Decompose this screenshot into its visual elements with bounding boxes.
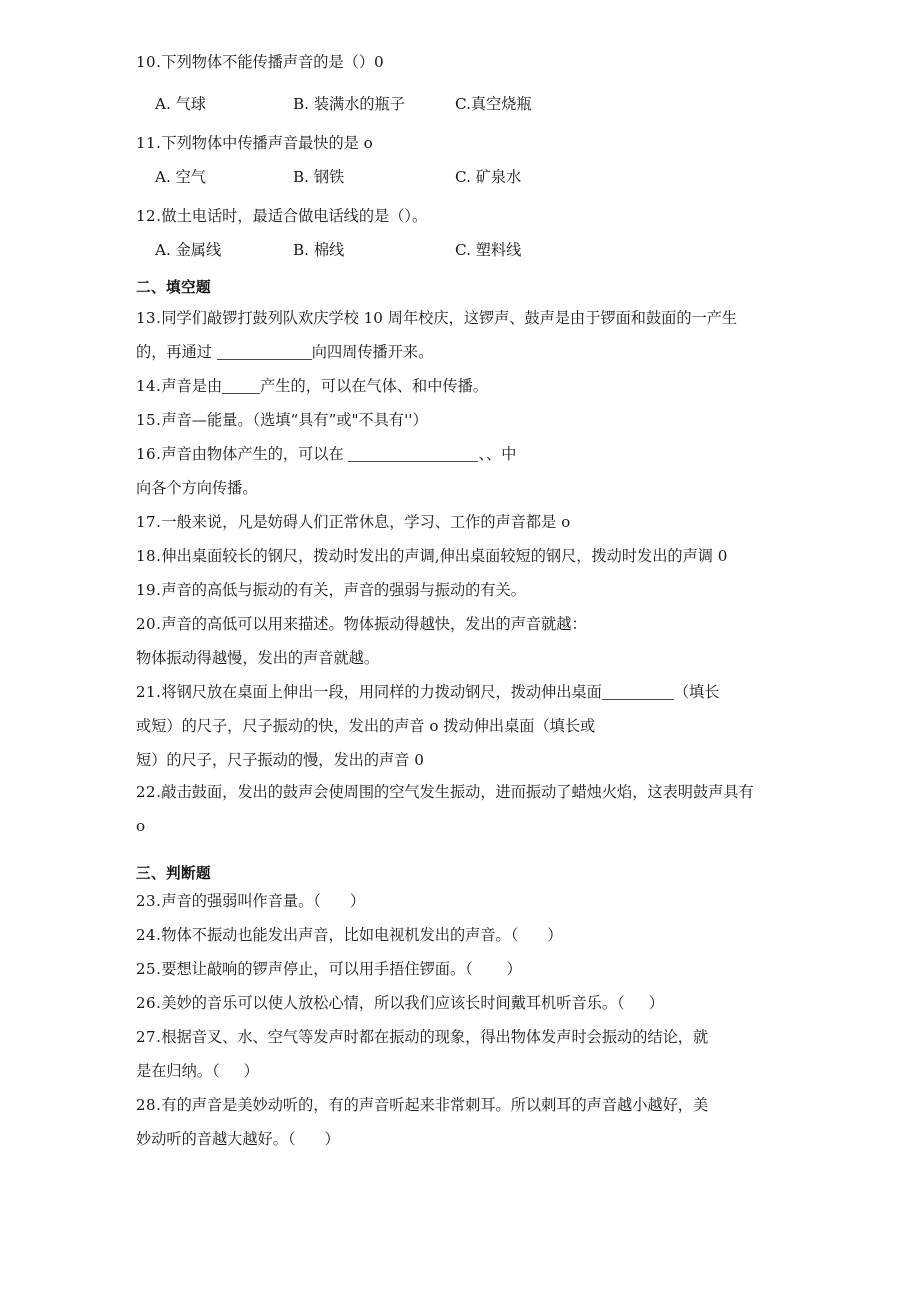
question-26-text: 美妙的音乐可以使人放松心情，所以我们应该长时间戴耳机听音乐。（ [161, 994, 625, 1012]
question-20-line-1: 20.声音的高低可以用来描述。物体振动得越快，发出的声音就越： [136, 615, 587, 633]
section-heading-fill-in-blank: 二、填空题 [136, 279, 211, 296]
question-24-line: 24.物体不振动也能发出声音，比如电视机发出的声音。（ ） [136, 926, 563, 944]
question-17-line: 17.一般来说，凡是妨碍人们正常休息，学习、工作的声音都是 o [136, 513, 571, 531]
question-22-number: 22 [136, 783, 157, 801]
question-16-line-1-after: 、、中 [478, 445, 517, 463]
question-12-stem-text: 做土电话时，最适合做电话线的是（）。 [161, 207, 428, 225]
question-28-line-1-text: 有的声音是美妙动听的，有的声音听起来非常刺耳。所以刺耳的声音越小越好，美 [161, 1096, 709, 1114]
question-10-option-c[interactable]: C.真空烧瓶 [455, 95, 532, 113]
question-17-number: 17 [136, 513, 157, 531]
question-11-stem: 11.下列物体中传播声音最快的是 o [136, 134, 373, 152]
question-27-line-2 [136, 1061, 796, 1082]
question-26-tail: ） [648, 994, 664, 1012]
question-27-tail: ） [243, 1062, 259, 1080]
question-24-tail: ） [547, 926, 563, 944]
question-25 [136, 959, 796, 980]
question-26-answer-box[interactable] [625, 993, 649, 1014]
question-21-line-1-before: 将钢尺放在桌面上伸出一段，用同样的力拨动钢尺，拨动伸出桌面 [161, 683, 602, 701]
question-25-text: 要想让敲响的锣声停止，可以用手捂住锣面。（ [161, 960, 473, 978]
question-18-text: 伸出桌面较长的钢尺，拨动时发出的声调,伸出桌面较短的钢尺，拨动时发出的声调 0 [161, 547, 728, 565]
question-10 [136, 52, 796, 73]
question-23-tail: ） [349, 892, 365, 910]
question-24-answer-box[interactable] [518, 925, 547, 946]
question-23-line: 23.声音的强弱叫作音量。（ ） [136, 892, 365, 910]
question-21-line-1: 21.将钢尺放在桌面上伸出一段，用同样的力拨动钢尺，拨动伸出桌面 （填长 [136, 683, 720, 701]
page-content [136, 52, 796, 1150]
question-21 [136, 682, 796, 771]
question-21-line-3-text: 短）的尺子，尺子振动的慢，发出的声音 0 [136, 751, 424, 769]
question-13-line-1: 13.同学们敲锣打鼓列队欢庆学校 10 周年校庆，这锣声、鼓声是由于锣面和鼓面的一产生 [136, 309, 738, 327]
question-14 [136, 376, 796, 397]
question-28-line-2-text: 妙动听的音越大越好。（ [136, 1130, 296, 1148]
question-27-answer-box[interactable] [220, 1061, 244, 1082]
question-13 [136, 308, 796, 363]
question-21-number: 21 [136, 683, 157, 701]
question-21-line-3 [136, 750, 796, 771]
question-22 [136, 782, 796, 837]
question-27-line-2-text: 是在归纳。（ [136, 1062, 220, 1080]
question-17-text: 一般来说，凡是妨碍人们正常休息，学习、工作的声音都是 o [161, 513, 571, 531]
question-12-number: 12 [136, 207, 157, 225]
question-16 [136, 444, 796, 499]
question-19-text: 声音的高低与振动的有关，声音的强弱与振动的有关。 [161, 581, 526, 599]
question-11-number: 11 [136, 134, 157, 152]
question-10-stem-text: 下列物体不能传播声音的是（）0 [161, 53, 384, 71]
question-18-number: 18 [136, 547, 157, 565]
question-22-line-2-text: o [136, 817, 146, 835]
question-13-number: 13 [136, 309, 157, 327]
question-21-line-2 [136, 716, 796, 737]
question-12 [136, 206, 796, 227]
question-11-stem-text: 下列物体中传播声音最快的是 o [161, 134, 373, 152]
question-24-number: 24 [136, 926, 157, 944]
question-21-blank[interactable] [602, 687, 674, 700]
question-10-options [136, 94, 796, 115]
question-22-line-1-text: 敲击鼓面，发出的鼓声会使周围的空气发生振动，进而振动了蜡烛火焰，这表明鼓声具有 [161, 783, 754, 801]
question-13-line-2-before: 的，再通过 [136, 343, 217, 361]
question-15-text: 声音—能量。（选填“具有”或"不具有''） [161, 411, 428, 429]
question-19-number: 19 [136, 581, 157, 599]
question-16-line-1: 16.声音由物体产生的，可以在 、、中 [136, 445, 517, 463]
question-12-options [136, 240, 796, 261]
question-26 [136, 993, 796, 1014]
question-21-line-2-text: 或短）的尺子，尺子振动的快，发出的声音 o 拨动伸出桌面（填长或 [136, 717, 596, 735]
question-25-answer-box[interactable] [473, 959, 507, 980]
question-10-option-b[interactable]: B. 装满水的瓶子 [293, 95, 405, 113]
question-15 [136, 410, 796, 431]
question-23 [136, 891, 796, 912]
question-11-option-a[interactable]: A. 空气 [155, 168, 206, 186]
question-16-line-1-before: 声音由物体产生的，可以在 [161, 445, 349, 463]
question-14-number: 14 [136, 377, 157, 395]
question-15-line: 15.声音—能量。（选填“具有”或"不具有''） [136, 411, 428, 429]
question-11-options [136, 167, 796, 188]
question-23-answer-box[interactable] [321, 891, 350, 912]
question-11-option-b[interactable]: B. 钢铁 [293, 168, 345, 186]
question-23-number: 23 [136, 892, 157, 910]
question-10-stem: 10.下列物体不能传播声音的是（）0 [136, 53, 384, 71]
question-15-number: 15 [136, 411, 157, 429]
question-24-text: 物体不振动也能发出声音，比如电视机发出的声音。（ [161, 926, 519, 944]
question-18-line: 18.伸出桌面较长的钢尺，拨动时发出的声调,伸出桌面较短的钢尺，拨动时发出的声调 0 [136, 547, 728, 565]
question-28-number: 28 [136, 1096, 157, 1114]
question-26-number: 26 [136, 994, 157, 1012]
question-22-line-2 [136, 816, 796, 837]
question-13-blank[interactable] [217, 347, 312, 360]
question-14-blank[interactable] [222, 381, 260, 394]
question-11 [136, 133, 796, 154]
question-23-text: 声音的强弱叫作音量。（ [161, 892, 321, 910]
question-20-line-2 [136, 648, 796, 669]
question-28-answer-box[interactable] [295, 1129, 324, 1150]
question-18 [136, 546, 796, 567]
question-10-option-a[interactable]: A. 气球 [155, 95, 206, 113]
question-20-number: 20 [136, 615, 157, 633]
question-16-line-2 [136, 478, 796, 499]
question-27-line-1: 27.根据音叉、水、空气等发声时都在振动的现象，得出物体发声时会振动的结论，就 [136, 1028, 709, 1046]
question-28-tail: ） [324, 1130, 340, 1148]
question-19 [136, 580, 796, 601]
question-12-option-b[interactable]: B. 棉线 [293, 241, 345, 259]
question-28-line-1: 28.有的声音是美妙动听的，有的声音听起来非常刺耳。所以刺耳的声音越小越好，美 [136, 1096, 709, 1114]
question-28 [136, 1095, 796, 1150]
section-heading-true-false: 三、判断题 [136, 865, 211, 882]
question-16-line-2-text: 向各个方向传播。 [136, 479, 258, 497]
question-14-line: 14.声音是由 产生的，可以在气体、和中传播。 [136, 377, 488, 395]
question-28-line-2 [136, 1129, 796, 1150]
question-16-blank[interactable] [348, 449, 478, 462]
question-22-line-1: 22.敲击鼓面，发出的鼓声会使周围的空气发生振动，进而振动了蜡烛火焰，这表明鼓声具有 [136, 783, 754, 801]
question-19-line: 19.声音的高低与振动的有关，声音的强弱与振动的有关。 [136, 581, 526, 599]
question-12-option-a[interactable]: A. 金属线 [155, 241, 222, 259]
question-27-line-1-text: 根据音叉、水、空气等发声时都在振动的现象，得出物体发声时会振动的结论，就 [161, 1028, 709, 1046]
question-24 [136, 925, 796, 946]
question-12-stem: 12.做土电话时，最适合做电话线的是（）。 [136, 207, 428, 225]
question-13-line-1-text: 同学们敲锣打鼓列队欢庆学校 10 周年校庆，这锣声、鼓声是由于锣面和鼓面的一产生 [161, 309, 738, 327]
question-11-option-c[interactable]: C. 矿泉水 [455, 168, 522, 186]
question-25-number: 25 [136, 960, 157, 978]
question-10-number: 10 [136, 53, 157, 71]
question-25-tail: ） [506, 960, 522, 978]
question-13-line-2 [136, 342, 796, 363]
question-25-line: 25.要想让敲响的锣声停止，可以用手捂住锣面。（ ） [136, 960, 522, 978]
question-21-line-1-after: （填长 [673, 683, 720, 701]
question-14-before: 声音是由 [161, 377, 223, 395]
question-20-line-1-text: 声音的高低可以用来描述。物体振动得越快，发出的声音就越： [161, 615, 587, 633]
question-17 [136, 512, 796, 533]
question-12-option-c[interactable]: C. 塑料线 [455, 241, 522, 259]
question-26-line: 26.美妙的音乐可以使人放松心情，所以我们应该长时间戴耳机听音乐。（ ） [136, 994, 664, 1012]
question-20-line-2-text: 物体振动得越慢，发出的声音就越。 [136, 649, 379, 667]
question-16-number: 16 [136, 445, 157, 463]
question-20 [136, 614, 796, 669]
question-13-line-2-after: 向四周传播开来。 [311, 343, 434, 361]
question-27-number: 27 [136, 1028, 157, 1046]
question-14-after: 产生的，可以在气体、和中传播。 [260, 377, 488, 395]
question-27 [136, 1027, 796, 1082]
